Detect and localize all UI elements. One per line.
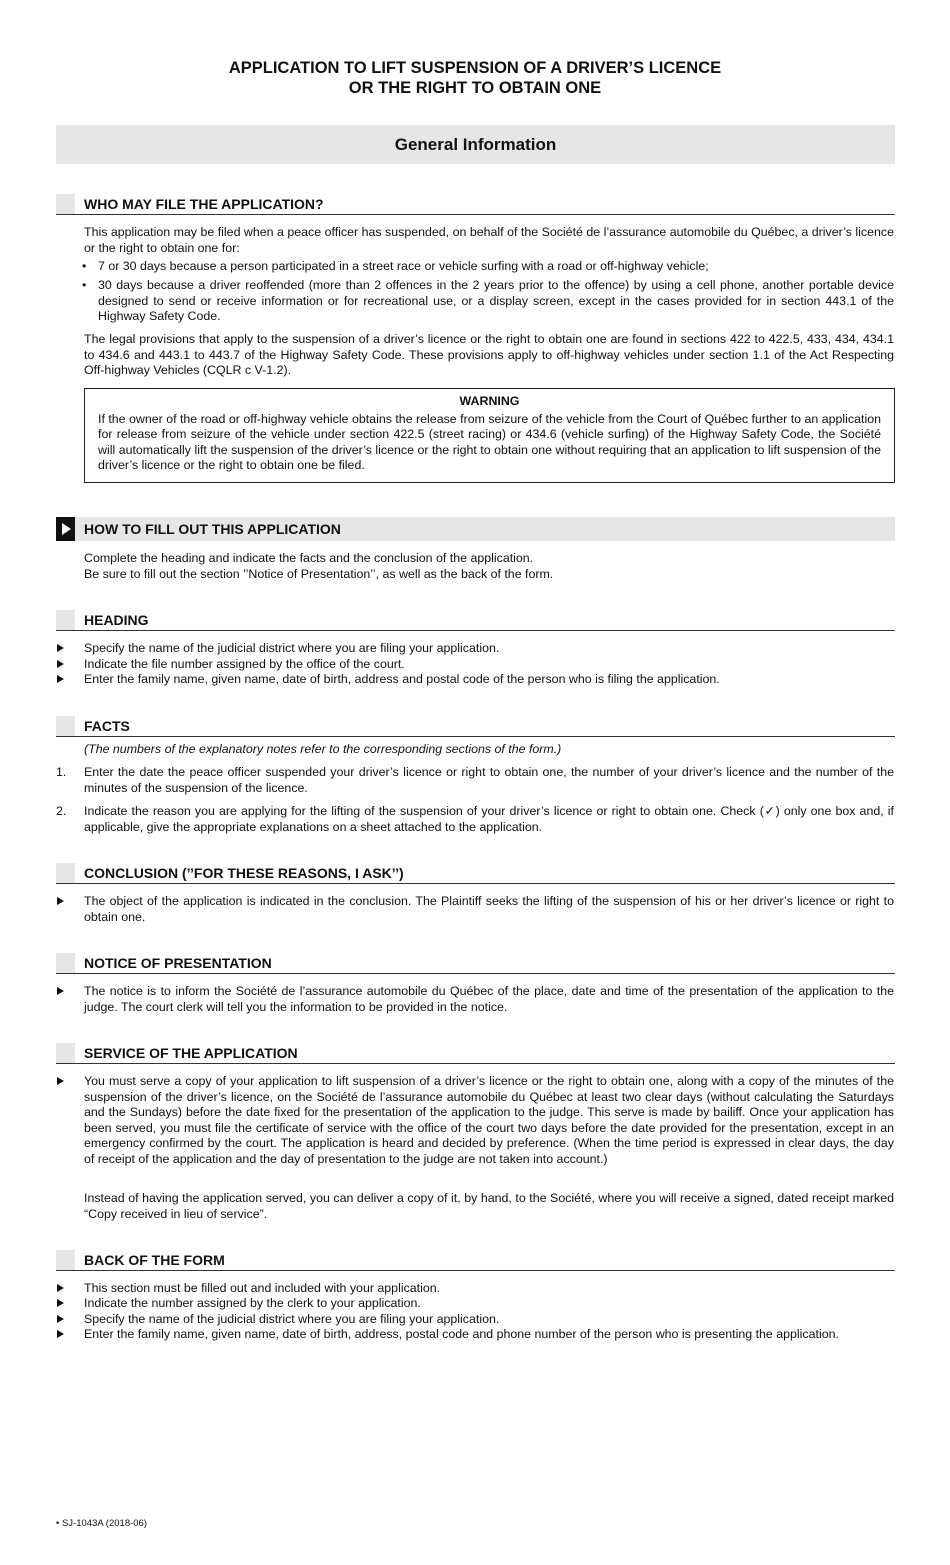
section-title: CONCLUSION (’’FOR THESE REASONS, I ASK’’) — [84, 865, 404, 881]
bullet-dot: • — [82, 259, 87, 273]
section-marker — [56, 194, 75, 214]
arrow-bullet-icon — [57, 675, 64, 683]
section-header-service — [56, 1043, 895, 1064]
list-item — [84, 984, 894, 1015]
list-item — [84, 1296, 894, 1312]
list-item-text: You must serve a copy of your application to lift suspension of a driver’s licence or the right to obtain one, along with a copy of the minutes of the suspension of the driver’s licence, on the Société de l’assurance automobile du Québec at least two clear days (without calculating the Saturdays and the Sundays) before the date fixed for the presentation of the application to the judge. This serve is made by bailiff. Once your application has been served, you must file the certificate of service with the office of the court two days before the date provided for the presentation, except in an emergency confirmed by the court. The application is heard and decided by preference. (When the time period is expressed in clear days, the day of receipt of the application and the day of presentation to the judge are not taken into account.) — [84, 1074, 894, 1166]
list-item-text: This section must be filled out and included with your application. — [84, 1281, 441, 1295]
play-arrow-icon — [56, 517, 75, 541]
section-header-who — [56, 194, 895, 215]
section-header-heading — [56, 610, 895, 631]
arrow-bullet-icon — [57, 660, 64, 668]
warning-title: WARNING — [459, 394, 520, 408]
arrow-bullet-icon — [57, 1330, 64, 1338]
list-item-text: Indicate the number assigned by the clerk to your application. — [84, 1296, 421, 1310]
list-item — [84, 1312, 894, 1328]
list-item — [84, 672, 894, 688]
list-item-text: Specify the name of the judicial district where you are filing your application. — [84, 1312, 500, 1326]
list-item-text: Indicate the file number assigned by the office of the court. — [84, 657, 405, 671]
section-header-conclusion — [56, 863, 895, 884]
section-marker — [56, 716, 75, 736]
section-header-back — [56, 1250, 895, 1271]
form-title-line1: APPLICATION TO LIFT SUSPENSION OF A DRIVER’S LICENCE — [228, 59, 722, 77]
list-item — [84, 1074, 894, 1168]
arrow-bullet-icon — [57, 644, 64, 652]
bullet-dot: • — [82, 278, 87, 292]
numbered-item — [56, 804, 894, 835]
form-title-line2: OR THE RIGHT TO OBTAIN ONE — [348, 79, 602, 97]
list-item-text: Enter the family name, given name, date of birth, address and postal code of the person who is filing the application. — [84, 672, 720, 686]
arrow-bullet-icon — [57, 897, 64, 905]
arrow-bullet-icon — [57, 987, 64, 995]
general-information-banner: General Information — [56, 125, 895, 164]
service-alternative-text: Instead of having the application served, you can deliver a copy of it, by hand, to the Société, where you will receive a signed, dated receipt marked “Copy received in lieu of service”. — [84, 1191, 894, 1221]
who-bullet-item — [84, 278, 894, 325]
warning-text: If the owner of the road or off-highway vehicle obtains the release from seizure of the vehicle from the Court of Québec further to an application for release from seizure of the vehicle under section 422.5 (street racing) or 434.6 (vehicle surfing) of the Highway Safety Code, the Société will automatically lift the suspension of the driver’s licence or the right to obtain one without requiring that an application to lift suspension of the driver’s licence or the right to obtain one be filed. — [98, 411, 881, 473]
section-title: FACTS — [84, 718, 130, 734]
bullet-text: 7 or 30 days because a person participated in a street race or vehicle surfing with a road or off-highway vehicle; — [98, 259, 709, 273]
section-header-facts — [56, 716, 895, 737]
bullet-text: 30 days because a driver reoffended (more than 2 offences in the 2 years prior to the offence) by using a cell phone, another portable device designed to send or receive information or for recreational use, or a display screen, except in the cases provided for in section 443.1 of the Highway Safety Code. — [98, 278, 894, 324]
warning-box — [84, 388, 895, 483]
who-legal-text: The legal provisions that apply to the suspension of a driver’s licence or the right to obtain one are found in sections 422 to 422.5, 433, 434, 434.1 to 434.6 and 443.1 to 443.7 of the Highway Safety Code. These provisions apply to off-highway vehicles under section 1.1 of the Act Respecting Off-highway Vehicles (CQLR c V-1.2). — [84, 332, 894, 378]
arrow-bullet-icon — [57, 1077, 64, 1085]
list-item-text: Specify the name of the judicial district where you are filing your application. — [84, 641, 500, 655]
section-title: HOW TO FILL OUT THIS APPLICATION — [84, 521, 341, 537]
section-header-how — [56, 517, 895, 541]
section-marker — [56, 863, 75, 883]
section-title: WHO MAY FILE THE APPLICATION? — [84, 196, 324, 212]
section-title: BACK OF THE FORM — [84, 1252, 225, 1268]
who-bullet-item — [84, 259, 894, 275]
how-line-2: Be sure to fill out the section ’’Notice of Presentation’’, as well as the back of the form. — [84, 567, 554, 581]
list-item-text: Enter the family name, given name, date of birth, address, postal code and phone number of the person who is presenting the application. — [84, 1327, 839, 1341]
list-item-text: The object of the application is indicated in the conclusion. The Plaintiff seeks the lifting of the suspension of his or her driver’s licence or right to obtain one. — [84, 894, 894, 924]
who-intro-text: This application may be filed when a peace officer has suspended, on behalf of the Société de l’assurance automobile du Québec, a driver’s licence or the right to obtain one for: — [84, 225, 894, 255]
item-text: Enter the date the peace officer suspended your driver’s licence or right to obtain one, the number of your driver’s licence and the number of the minutes of the suspension of the licence. — [84, 765, 894, 795]
list-item — [84, 1327, 894, 1343]
list-item — [84, 894, 894, 925]
arrow-bullet-icon — [57, 1284, 64, 1292]
section-marker — [56, 1043, 75, 1063]
list-item — [84, 641, 894, 657]
form-code-footer: • SJ-1043A (2018-06) — [56, 1518, 147, 1529]
section-title: HEADING — [84, 612, 149, 628]
how-line-1: Complete the heading and indicate the facts and the conclusion of the application. — [84, 551, 534, 565]
list-item — [84, 1281, 894, 1297]
item-number: 1. — [56, 765, 67, 779]
section-title: SERVICE OF THE APPLICATION — [84, 1045, 298, 1061]
facts-note: (The numbers of the explanatory notes refer to the corresponding sections of the form.) — [84, 742, 562, 756]
section-marker — [56, 953, 75, 973]
arrow-bullet-icon — [57, 1315, 64, 1323]
section-header-notice — [56, 953, 895, 974]
list-item — [84, 657, 894, 673]
arrow-bullet-icon — [57, 1299, 64, 1307]
item-text: Indicate the reason you are applying for the lifting of the suspension of your driver’s licence or right to obtain one. Check (✓) only one box and, if applicable, give the appropriate explanations on a sheet attached to the application. — [84, 804, 894, 834]
numbered-item — [56, 765, 894, 796]
section-marker — [56, 1250, 75, 1270]
item-number: 2. — [56, 804, 67, 818]
list-item-text: The notice is to inform the Société de l’assurance automobile du Québec of the place, date and time of the presentation of the application to the judge. The court clerk will tell you the information to be provided in the notice. — [84, 984, 894, 1014]
section-marker — [56, 610, 75, 630]
section-title: NOTICE OF PRESENTATION — [84, 955, 272, 971]
